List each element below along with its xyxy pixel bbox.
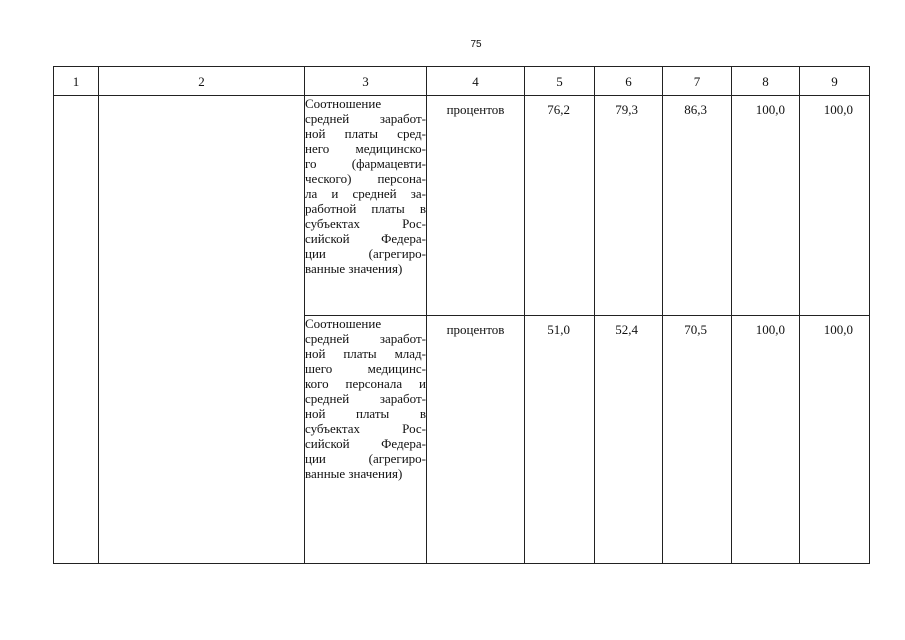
indicator-line: ческого) персона- [305,171,426,186]
column-header: 7 [663,67,732,96]
indicator-line: ции (агрегиро- [305,246,426,261]
unit-cell: процентов [427,96,525,316]
indicator-line: средней заработ- [305,331,426,346]
indicator-line: субъектах Рос- [305,216,426,231]
column-header: 8 [732,67,800,96]
indicator-line: сийской Федера- [305,436,426,451]
value-cell: 52,4 [595,316,663,564]
column-header: 4 [427,67,525,96]
page-number: 75 [470,39,482,50]
unit-cell: процентов [427,316,525,564]
indicator-line: средней заработ- [305,391,426,406]
table-row [54,96,870,316]
indicator-line: ванные значения) [305,466,403,481]
column-header: 2 [99,67,305,96]
indicator-line: кого персонала и [305,376,426,391]
indicator-line: средней заработ- [305,111,426,126]
indicator-line: го (фармацевти- [305,156,426,171]
indicator-line: ной платы в [305,406,426,421]
indicator-cell [305,316,427,564]
indicator-line: шего медицинс- [305,361,426,376]
value-cell: 51,0 [525,316,595,564]
column-header: 5 [525,67,595,96]
indicator-cell [305,96,427,316]
header-row [54,67,870,96]
indicator-line: ной платы сред- [305,126,426,141]
indicator-line: Соотношение [305,96,382,111]
indicator-line: ванные значения) [305,261,403,276]
indicator-line: Соотношение [305,316,382,331]
indicator-line: ла и средней за- [305,186,426,201]
column-header: 3 [305,67,427,96]
indicator-line: ной платы млад- [305,346,426,361]
column-header: 6 [595,67,663,96]
indicator-line: ции (агрегиро- [305,451,426,466]
value-cell: 86,3 [663,96,732,316]
column-1-cell [54,96,99,564]
value-cell: 100,0 [732,316,800,564]
indicator-line: субъектах Рос- [305,421,426,436]
value-cell: 79,3 [595,96,663,316]
column-2-cell [99,96,305,564]
column-header: 1 [54,67,99,96]
indicator-line: него медицинско- [305,141,426,156]
value-cell: 70,5 [663,316,732,564]
column-header: 9 [800,67,870,96]
value-cell: 100,0 [800,316,870,564]
value-cell: 100,0 [732,96,800,316]
data-table [53,66,870,564]
indicator-line: сийской Федера- [305,231,426,246]
indicator-line: работной платы в [305,201,426,216]
value-cell: 100,0 [800,96,870,316]
value-cell: 76,2 [525,96,595,316]
